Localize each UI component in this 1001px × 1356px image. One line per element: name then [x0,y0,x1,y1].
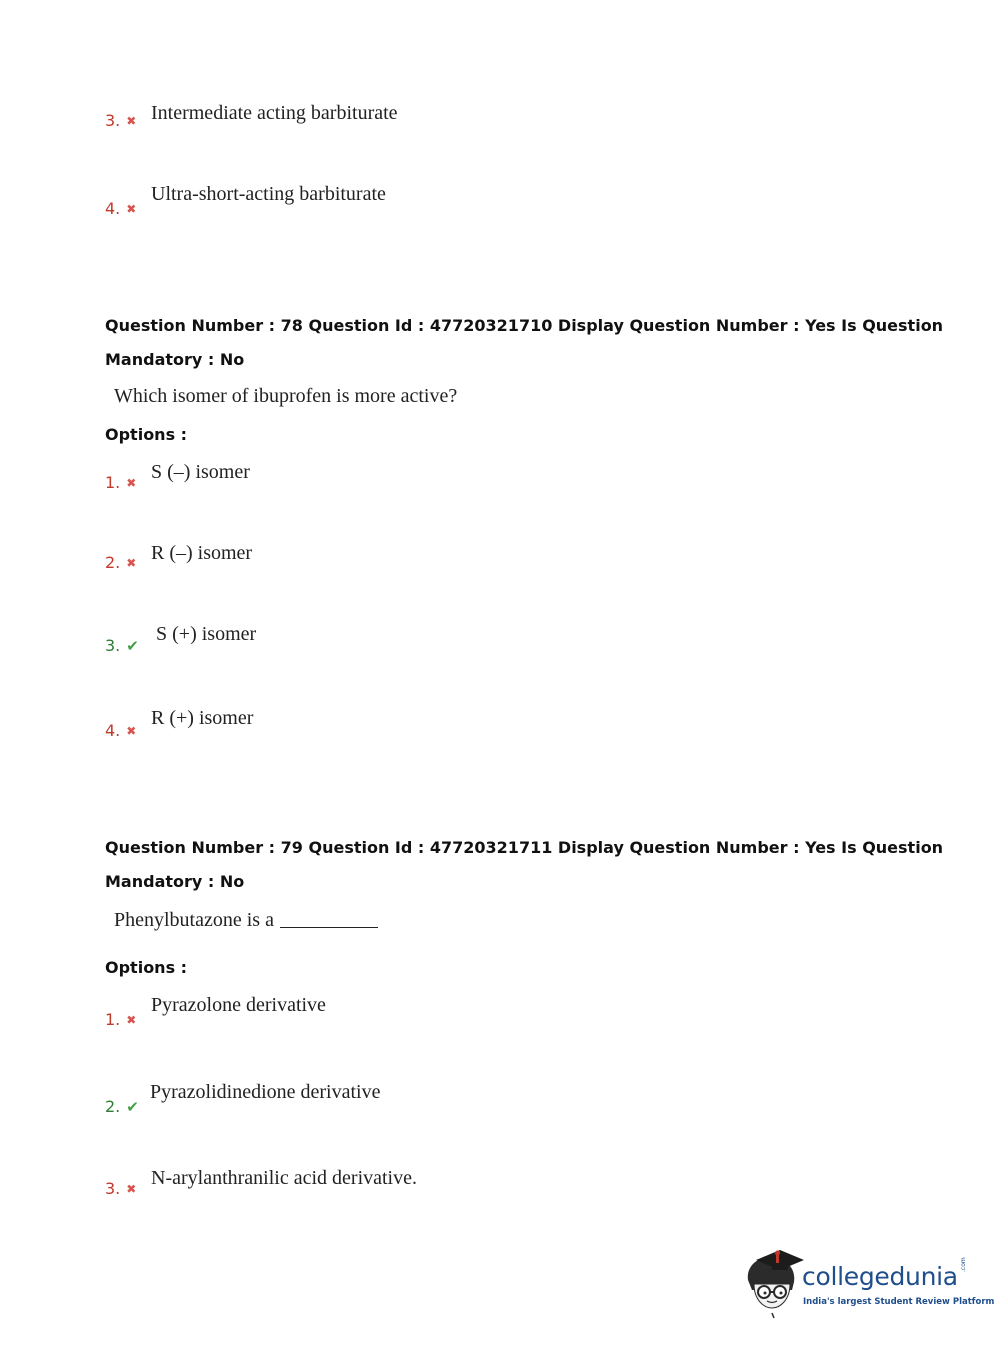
question-meta: Question Number : 79 Question Id : 47720321711 Display Question Number : Yes Is Question [105,838,944,857]
question-text: Phenylbutazone is a [114,910,378,930]
option-text: Ultra-short-acting barbiturate [151,183,386,205]
logo-tagline: India's largest Student Review Platform [803,1297,995,1307]
wrong-mark-icon: ✖ [126,1013,137,1027]
question-mandatory: Mandatory : No [105,872,245,891]
wrong-mark-icon: ✖ [126,202,137,216]
option-text: N-arylanthranilic acid derivative. [151,1167,417,1189]
mascot-icon [742,1250,804,1320]
option-number: 3. ✖ [105,1179,137,1198]
question-mandatory: Mandatory : No [105,350,245,369]
logo-wordmark: collegedunia [802,1262,958,1291]
question-meta: Question Number : 78 Question Id : 47720321710 Display Question Number : Yes Is Question [105,316,944,335]
logo-suffix: .com [960,1257,967,1272]
option-number: 3. ✖ [105,111,137,130]
option-text: S (–) isomer [151,461,250,483]
option-number: 2. ✖ [105,553,137,572]
options-label: Options : [105,958,188,977]
correct-check-icon: ✔ [126,1098,139,1116]
option-text: Pyrazolone derivative [151,994,326,1016]
option-text: Pyrazolidinedione derivative [150,1081,381,1103]
correct-check-icon: ✔ [126,637,139,655]
options-label: Options : [105,425,188,444]
option-number: 3. ✔ [105,636,139,655]
option-number: 1. ✖ [105,1010,137,1029]
wrong-mark-icon: ✖ [126,556,137,570]
option-number: 4. ✖ [105,721,137,740]
wrong-mark-icon: ✖ [126,114,137,128]
wrong-mark-icon: ✖ [126,476,137,490]
option-text: Intermediate acting barbiturate [151,102,398,124]
option-number: 4. ✖ [105,199,137,218]
wrong-mark-icon: ✖ [126,1182,137,1196]
collegedunia-logo [742,1250,995,1320]
wrong-mark-icon: ✖ [126,724,137,738]
option-text: R (+) isomer [151,707,254,729]
fill-in-blank [280,927,378,928]
option-number: 2. ✔ [105,1097,139,1116]
option-text: R (–) isomer [151,542,253,564]
option-text: S (+) isomer [156,623,257,645]
question-text: Which isomer of ibuprofen is more active? [114,385,458,407]
option-number: 1. ✖ [105,473,137,492]
